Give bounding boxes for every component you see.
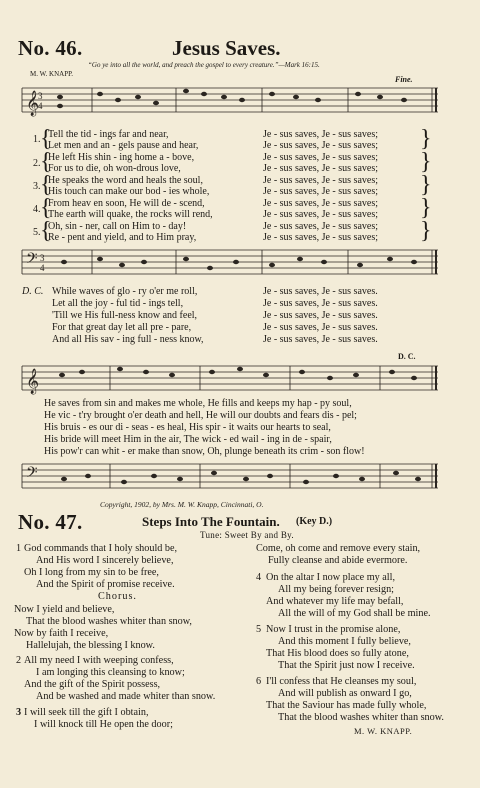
stanza-line: I will knock till He open the door; [34,719,173,730]
hymn-47-title: Steps Into The Fountain. [142,514,280,529]
stanza-line: Fully cleanse and abide evermore. [268,555,408,566]
dc-line: 'Till we His full-ness know and feel, [52,310,198,321]
verse-line: Let men and an - gels pause and hear, [48,140,199,151]
left-brace: { [40,218,52,244]
stanza-number: 2 [16,655,22,666]
left-brace: { [40,195,52,221]
stanza-line: And will publish as onward I go, [278,688,412,699]
stanza-line: On the altar I now place my all, [266,572,395,583]
fine-mark: Fine. [395,75,413,84]
refrain-line: Je - sus saves, Je - sus saves; [263,198,378,209]
svg-text:4: 4 [40,263,45,273]
stanza-line: All my being forever resign; [278,584,394,595]
chorus-heading: Chorus. [98,591,137,602]
dc-line: For that great day let all pre - pare, [52,322,192,333]
dc-line: And all His sav - ing full - ness know, [52,334,204,345]
stanza-number: 4 [256,572,262,583]
copyright-notice: Copyright, 1902, by Mrs. M. W. Knapp, Cincinnati, O. [100,500,264,509]
stanza-line: And whatever my life may befall, [266,596,404,607]
dc-refrain: Je - sus saves, Je - sus saves. [263,310,378,321]
stanza-line: That the Spirit just now I receive. [278,660,415,671]
refrain-line: Je - sus saves, Je - sus saves; [263,152,378,163]
stanza-line: I am longing this cleansing to know; [36,667,185,678]
chorus-line: He vic - t'ry brought o'er death and hell, He will our doubts and fears dis - pel; [44,410,357,421]
verse-number: 4. [33,204,41,215]
verse-line: Oh, sin - ner, call on Him to - day! [48,221,187,232]
verse-number: 1. [33,134,41,145]
svg-text:𝄞: 𝄞 [26,368,40,393]
refrain-line: Je - sus saves, Je - sus saves; [263,163,378,174]
verse-line: His touch can make our bod - ies whole, [48,186,210,197]
chorus-line: His pow'r can whit - er make than snow, Oh, plunge beneath its crim - son flow! [44,446,365,457]
chorus-line: Now by faith I receive, [14,628,109,639]
verse-line: He speaks the word and heals the soul, [48,175,203,186]
stanza-number: 5 [256,624,262,635]
chorus-line: His bride will meet Him in the air, The wick - ed wail - ing in de - spair, [44,434,332,445]
stanza-line: That the Saviour has made fully whole, [266,700,427,711]
refrain-line: Je - sus saves, Je - sus saves; [263,175,378,186]
hymn-46-author: M. W. KNAPP. [30,70,73,78]
verse-line: From heav en soon, He will de - scend, [48,198,205,209]
chorus-line: Now I yield and believe, [14,604,115,615]
stanza-line: And His word I sincerely believe, [36,555,174,566]
refrain-line: Je - sus saves, Je - sus saves; [263,140,378,151]
right-brace: } [420,218,432,244]
refrain-line: Je - sus saves, Je - sus saves; [263,232,378,243]
verse-number: 2. [33,158,41,169]
left-brace: { [40,126,52,152]
stanza-number: 1 [16,543,22,554]
svg-text:𝄢: 𝄢 [26,464,38,484]
stanza-number: 3 [16,707,22,718]
chorus-line: Hallelujah, the blessing I know. [26,640,155,651]
stanza-line: All the will of my God shall be mine. [278,608,431,619]
svg-text:3: 3 [38,91,43,101]
dc-line: Let all the joy - ful tid - ings tell, [52,298,184,309]
refrain-line: Je - sus saves, Je - sus saves; [263,129,378,140]
dc-line: While waves of glo - ry o'er me roll, [52,286,198,297]
stanza-line: Oh I long from my sin to be free, [24,567,159,578]
stanza-line: Now I trust in the promise alone, [266,624,401,635]
stanza-line: That the blood washes whiter than snow. [278,712,444,723]
verse-number: 3. [33,181,41,192]
dc-refrain: Je - sus saves, Je - sus saves. [263,286,378,297]
svg-text:4: 4 [38,101,43,111]
svg-text:𝄞: 𝄞 [26,90,40,115]
hymn-47-tune: Tune: Sweet By and By. [200,530,294,540]
svg-text:3: 3 [40,253,45,263]
dc-refrain: Je - sus saves, Je - sus saves. [263,334,378,345]
stanza-line: All my need I with weeping confess, [24,655,174,666]
hymn-47-key: (Key D.) [296,516,333,527]
stanza-line: That His blood does so fully atone, [266,648,409,659]
verse-line: He left His shin - ing home a - bove, [48,152,195,163]
stanza-line: God commands that I holy should be, [24,543,178,554]
left-brace: { [40,149,52,175]
music-staff-bass-2 [0,458,480,498]
chorus-line: His bruis - es our di - seas - es heal, His spir - it waits our hearts to seal, [44,422,331,433]
stanza-number: 6 [256,676,262,687]
music-staff-treble-1 [0,82,480,126]
stanza-line: And the Spirit of promise receive. [36,579,175,590]
stanza-line: I will seek till the gift I obtain, [24,707,149,718]
left-brace: { [40,172,52,198]
hymn-46-epigraph: “Go ye into all the world, and preach the gospel to every creature.”—Mark 16:15. [88,61,320,69]
verse-line: The earth will quake, the rocks will rend, [48,209,213,220]
hymn-46-number: No. 46. [18,36,83,60]
stanza-line: Come, oh come and remove every stain, [256,543,421,554]
hymn-47-author: M. W. KNAPP. [354,726,413,736]
music-staff-treble-2 [0,360,480,400]
verse-line: Tell the tid - ings far and near, [48,129,169,140]
verse-number: 5. [33,227,41,238]
dc-mark: D. C. [398,352,416,361]
svg-text:𝄢: 𝄢 [26,250,38,270]
right-brace: } [420,195,432,221]
hymn-46-title: Jesus Saves. [172,36,281,60]
dc-label: D. C. [22,286,44,297]
dc-refrain: Je - sus saves, Je - sus saves. [263,298,378,309]
chorus-line: That the blood washes whiter than snow, [26,616,192,627]
stanza-line: I'll confess that He cleanses my soul, [266,676,417,687]
right-brace: } [420,149,432,175]
refrain-line: Je - sus saves, Je - sus saves; [263,186,378,197]
music-staff-bass-1 [0,244,480,284]
verse-line: Re - pent and yield, and to Him pray, [48,232,197,243]
refrain-line: Je - sus saves, Je - sus saves; [263,209,378,220]
stanza-line: And the gift of the Spirit possess, [24,679,161,690]
dc-refrain: Je - sus saves, Je - sus saves. [263,322,378,333]
stanza-line: And be washed and made whiter than snow. [36,691,216,702]
stanza-line: And this moment I fully believe, [278,636,411,647]
refrain-line: Je - sus saves, Je - sus saves; [263,221,378,232]
right-brace: } [420,126,432,152]
hymn-47-number: No. 47. [18,510,83,534]
verse-line: For us to die, oh won-drous love, [48,163,181,174]
chorus-line: He saves from sin and makes me whole, He fills and keeps my hap - py soul, [44,398,352,409]
right-brace: } [420,172,432,198]
